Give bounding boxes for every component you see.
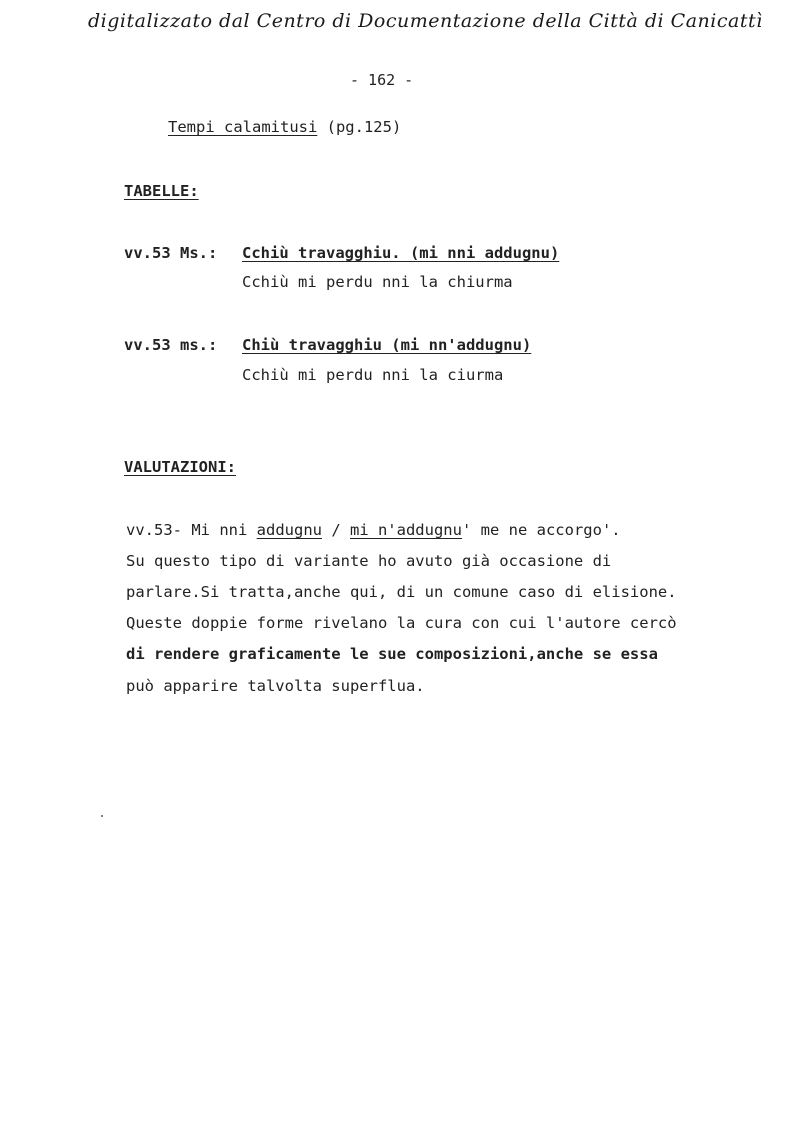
body-line: di rendere graficamente le sue composizioni,anche se essa xyxy=(126,645,658,663)
entry-line-2: Cchiù mi perdu nni la chiurma xyxy=(242,273,513,291)
body-line: Su questo tipo di variante ho avuto già occasione di xyxy=(126,552,612,570)
form-n-addugnu: mi n'addugnu xyxy=(349,521,462,539)
form-separator: / xyxy=(321,521,350,539)
title-reference: (pg.125) xyxy=(317,118,402,136)
body-line: può apparire talvolta superflua. xyxy=(126,677,425,695)
body-first-line xyxy=(126,521,621,539)
entry-line-2: Cchiù mi perdu nni la ciurma xyxy=(242,366,504,384)
paper-speck xyxy=(101,815,103,817)
page-number: - 162 - xyxy=(350,71,414,89)
title-underlined: Tempi calamitusi xyxy=(168,118,318,136)
valutazioni-heading: VALUTAZIONI: xyxy=(124,458,236,476)
digitization-header: digitalizzato dal Centro di Documentazione della Città di Canicattì xyxy=(88,10,763,32)
body-line: Queste doppie forme rivelano la cura con cui l'autore cercò xyxy=(126,614,677,632)
tabelle-heading: TABELLE: xyxy=(124,182,199,200)
page-title xyxy=(168,118,401,136)
first-line-prefix: vv.53- Mi nni xyxy=(126,521,257,539)
entry-label: vv.53 Ms.: xyxy=(124,244,218,262)
entry-line-1: Cchiù travagghiu. (mi nni addugnu) xyxy=(242,244,560,262)
body-line: parlare.Si tratta,anche qui, di un comune caso di elisione. xyxy=(126,583,677,601)
first-line-suffix: ' me ne accorgo'. xyxy=(461,521,621,539)
entry-label: vv.53 ms.: xyxy=(124,336,218,354)
form-addugnu: addugnu xyxy=(256,521,322,539)
entry-line-1: Chiù travagghiu (mi nn'addugnu) xyxy=(242,336,532,354)
